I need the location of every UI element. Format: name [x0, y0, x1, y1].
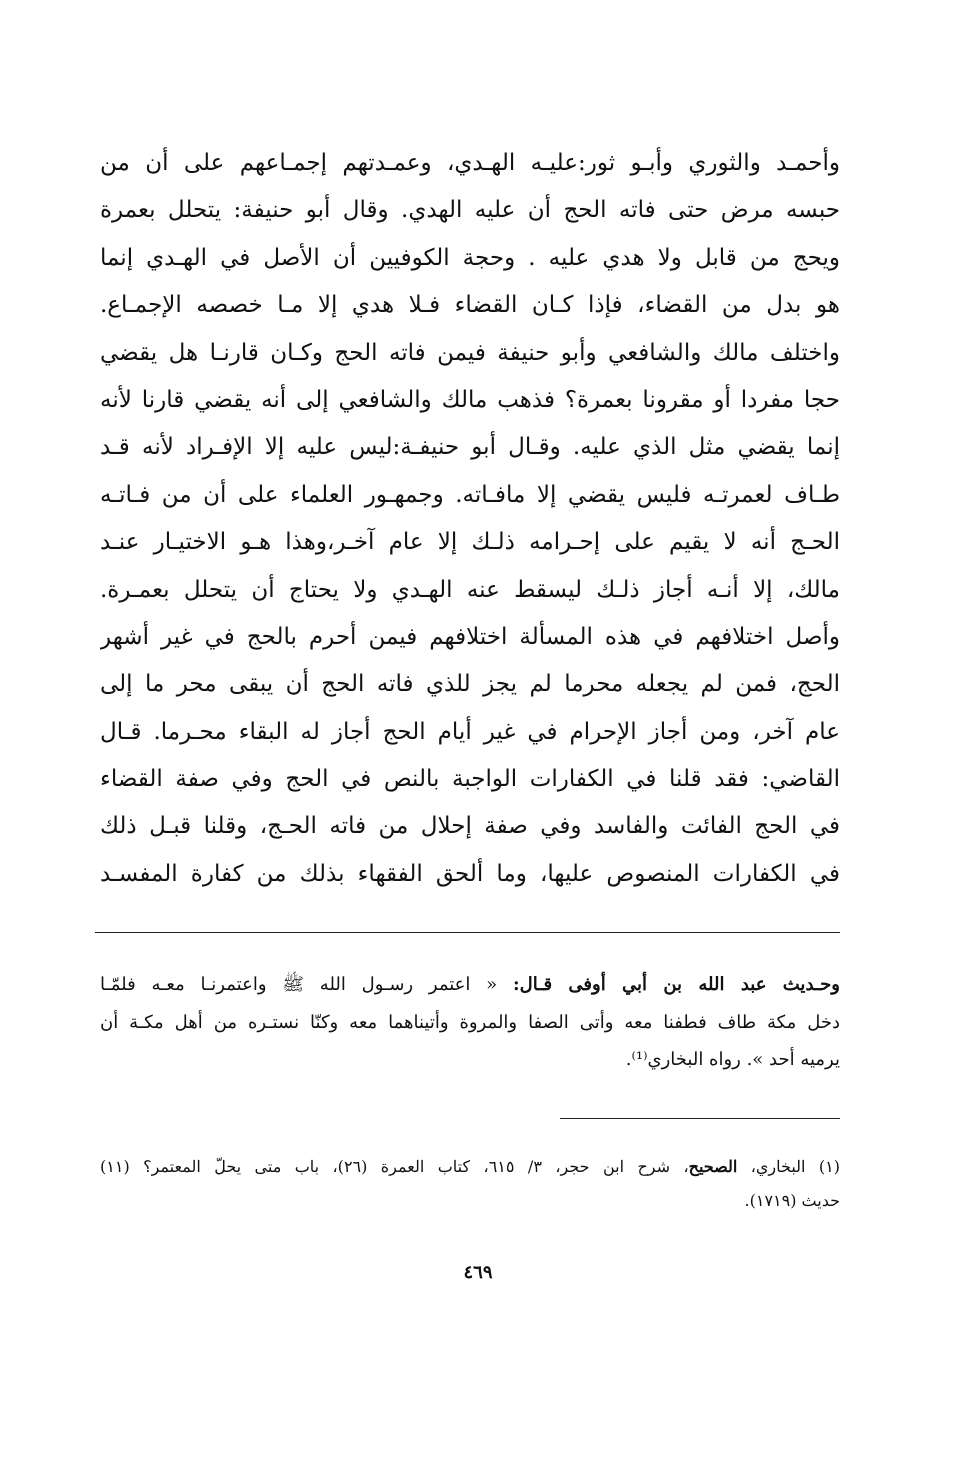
body-line: عام آخر، ومن أجاز الإحرام في غير أيام الحج أجاز له البقاء محـرما. قـال [100, 718, 840, 745]
body-line: حبسه مرض حتى فاته الحج أن عليه الهدي. وقال أبو حنيفة: يتحلل بعمرة [100, 197, 840, 224]
body-line: في الكفارات المنصوص عليها، وما ألحق الفقهاء بذلك من كفارة المفسـد [100, 860, 840, 887]
hadith-line: يرميه أحد ». رواه البخاري⁽¹⁾. [625, 1049, 840, 1070]
footnote-line [100, 1150, 840, 1184]
footnote-divider [560, 1118, 840, 1119]
body-line: القاضي: فقد قلنا في الكفارات الواجبة بالنص في الحج وفي صفة القضاء [100, 766, 840, 793]
footnote-prefix: (١) البخاري، [737, 1157, 840, 1176]
body-line: واختلف مالك والشافعي وأبو حنيفة فيمن فاته الحج وكـان قارنـا هل يقضي [100, 339, 840, 366]
hadith-intro: وحـديث عبد الله بن أبي أوفى قـال: [512, 974, 840, 995]
footnote-rest: ، شرح ابن حجر، ٣/ ٦١٥، كتاب العمرة (٢٦)، باب متى يحلّ المعتمر؟ (١١) [100, 1157, 689, 1176]
main-body-text [100, 140, 840, 898]
footnote-block [100, 1150, 840, 1218]
hadith-block [100, 966, 840, 1079]
footnote-book-title: الصحيح [688, 1157, 738, 1176]
body-line: وأصل اختلافهم في هذه المسألة اختلافهم فيمن أحرم بالحج في غير أشهر [100, 623, 840, 650]
body-line: الحج، فمن لم يجعله محرما لم يجز للذي فاته الحج أن يبقى محر ما إلى [100, 671, 840, 698]
body-line: طـاف لعمرتـه فليس يقضي إلا مافـاته. وجمهـور العلماء على أن من فـاتـه [100, 481, 840, 508]
section-divider [95, 932, 840, 933]
body-line: الحـج أنه لا يقيم على إحـرامه ذلـك إلا عام آخـر،وهذا هـو الاختيـار عنـد [100, 529, 840, 556]
body-line: إنما يقضي مثل الذي عليه. وقـال أبو حنيفـة:ليس عليه إلا الإفـراد لأنه قـد [100, 434, 840, 461]
hadith-text: « اعتمر رسـول الله ﷺ واعتمرنـا معـه فلمّـا [100, 974, 498, 995]
footnote-line: حديث (١٧١٩). [744, 1191, 840, 1210]
body-line: ويحج من قابل ولا هدي عليه . وحجة الكوفيين أن الأصل في الهـدي إنما [100, 244, 840, 271]
body-line: وأحمـد والثوري وأبـو ثور:عليـه الهـدي، وعمـدتهم إجمـاعهم على أن من [100, 150, 840, 176]
hadith-line [100, 966, 840, 1004]
body-line: هو بدل من القضاء، فإذا كـان القضاء فـلا هدي إلا مـا خصصه الإجمـاع. [100, 292, 840, 319]
page-number: ٤٦٩ [463, 1262, 493, 1283]
hadith-line: دخل مكة طاف فطفنا معه وأتى الصفا والمروة وأتيناهما معه وكنّا نستـره من أهل مكـة أن [100, 1011, 840, 1033]
body-line: حجا مفردا أو مقرونا بعمرة؟ فذهب مالك والشافعي إلى أنه يقضي قارنا لأنه [100, 386, 840, 413]
body-line: في الحج الفائت والفاسد وفي صفة إحلال من فاته الحـج، وقلنا قبـل ذلك [100, 813, 840, 840]
body-line: مالك، إلا أنـه أجاز ذلـك ليسقط عنه الهـدي ولا يحتاج أن يتحلل بعمـرة. [100, 576, 840, 603]
